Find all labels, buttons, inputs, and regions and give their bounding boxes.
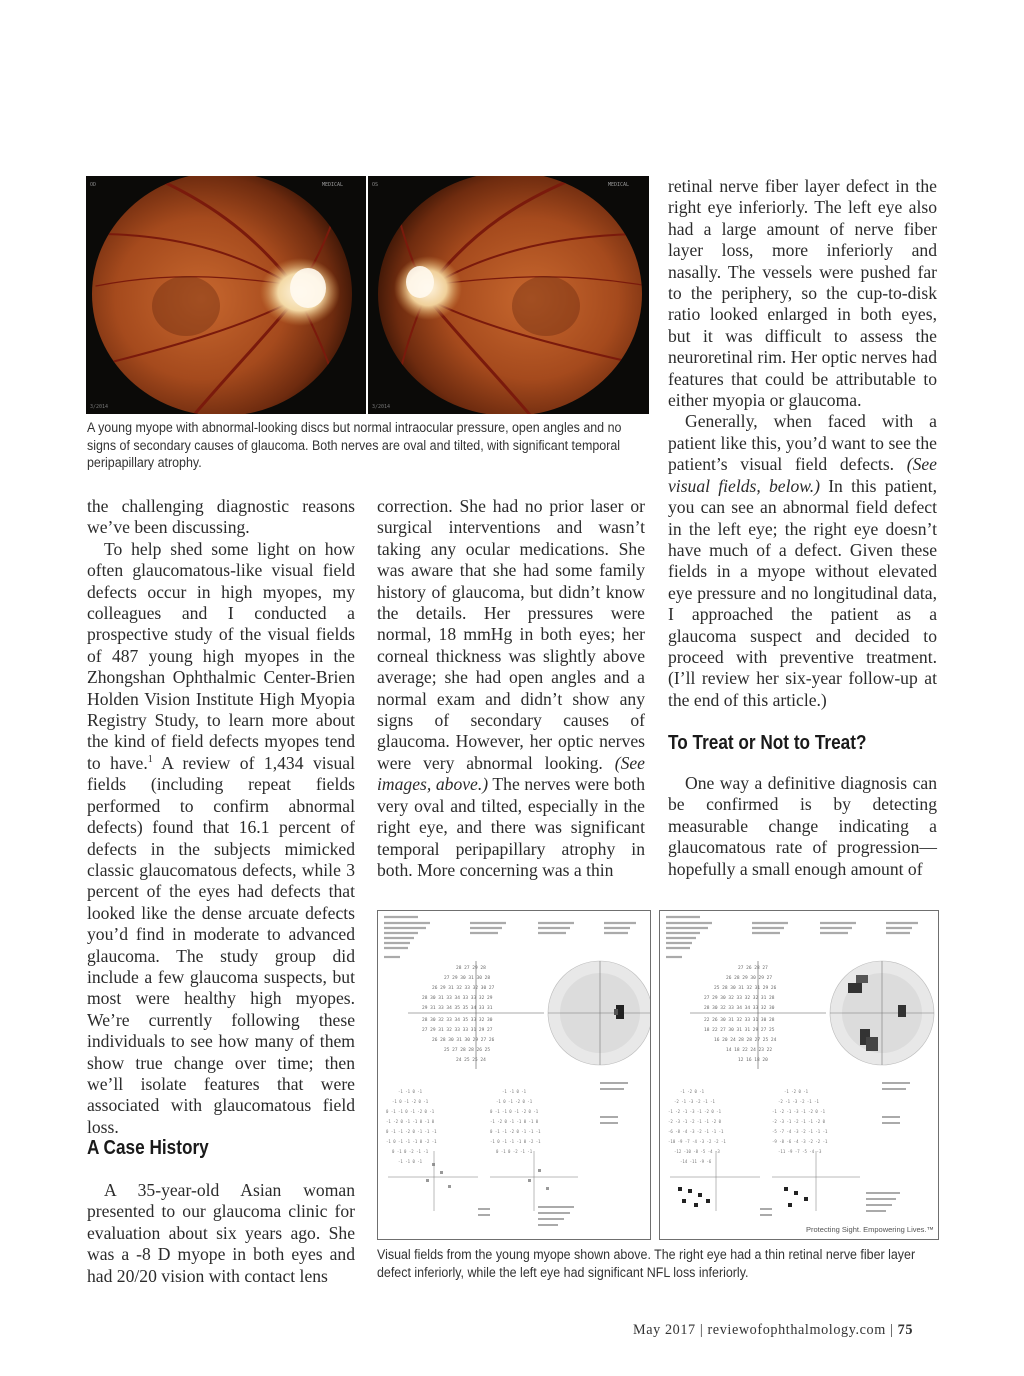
svg-text:26 28 30 31 30 29 27 26: 26 28 30 31 30 29 27 26 — [432, 1038, 495, 1043]
svg-text:0 -1 -1 -2 0 -1 -1 -1: 0 -1 -1 -2 0 -1 -1 -1 — [386, 1129, 437, 1134]
visual-field-chart-left — [660, 911, 938, 1239]
svg-text:-1 -2 0 -1: -1 -2 0 -1 — [680, 1089, 705, 1094]
svg-text:-1 -1 0 -1: -1 -1 0 -1 — [502, 1089, 527, 1094]
svg-text:-1 -2 0 -1 -1 0 -1 0: -1 -2 0 -1 -1 0 -1 0 — [386, 1119, 435, 1124]
reference-superscript: 1 — [147, 754, 153, 766]
col3-see-fields-note: (See visual fields, below.) — [668, 454, 937, 496]
col1-paragraph-2-text-b: A review of 1,434 visual fields (including repeat fields performed to confirm abnormal defects) found that 16.1 percent of defects in the subjects mimicked classic glaucomatous defects, while 3 percent of the eyes had defects that looked like the dense arcuate defects you’d find in moderate to advanced glaucoma. The study group did include a few glaucoma suspects, but most were healthy high myopes. We’re currently following these individuals to see how many of them show true change over time; then we’ll isolate features that were associated with glaucomatous field loss. — [87, 752, 355, 1137]
col1-paragraph-3: A 35-year-old Asian woman presented to our glaucoma clinic for evaluation about six years ago. She was a -8 D myope in both eyes and had 20/20 vision with contact lens — [87, 1180, 355, 1286]
col1-paragraph-1: the challenging diagnostic reasons we’ve been discussing. — [87, 496, 355, 538]
svg-text:24 25 25 24: 24 25 25 24 — [456, 1058, 486, 1063]
svg-text:14 18 22 24 23 22: 14 18 22 24 23 22 — [726, 1048, 773, 1053]
svg-text:-2 -3 -1 -2 -1 -1 -2 0: -2 -3 -1 -2 -1 -1 -2 0 — [772, 1119, 825, 1124]
col3-paragraph-2-text-a: Generally, when faced with a patient like this, you’d want to see the patient’s visual field defects. — [668, 411, 937, 475]
svg-text:-5 -7 -4 -3 -2 -1 -1 -1: -5 -7 -4 -3 -2 -1 -1 -1 — [772, 1129, 828, 1134]
footer-site: reviewofophthalmology.com — [707, 1322, 886, 1338]
col2-paragraph-1 — [377, 496, 645, 881]
svg-text:0 -1 -1 0 -1 -2 0 -1: 0 -1 -1 0 -1 -2 0 -1 — [386, 1109, 435, 1114]
svg-text:27 29 31 32 33 33 31 29 27: 27 29 31 32 33 33 31 29 27 — [422, 1028, 493, 1033]
fundus-photo-left-eye — [368, 176, 649, 414]
svg-text:27 26 28 27: 27 26 28 27 — [738, 966, 768, 971]
col1-paragraph-2 — [87, 539, 355, 1138]
svg-text:26 28 29 30 29 27: 26 28 29 30 29 27 — [726, 976, 773, 981]
page-number: 75 — [897, 1322, 914, 1338]
svg-text:-1 0 -1 -2 0 -1: -1 0 -1 -2 0 -1 — [392, 1099, 429, 1104]
col2-paragraph-1-text-b: The nerves were both very oval and tilted, especially in the right eye, and there was significant temporal peripapillary atrophy in both. More concerning was a thin — [377, 774, 645, 880]
page-footer — [633, 1322, 913, 1339]
svg-text:27 29 30 32 33 32 32 31 28: 27 29 30 32 33 32 32 31 28 — [704, 996, 775, 1001]
svg-text:-12 -10 -8 -5 -4 -3: -12 -10 -8 -5 -4 -3 — [674, 1149, 720, 1154]
column-1 — [87, 496, 355, 1138]
svg-text:OS: OS — [372, 182, 379, 188]
svg-text:-2 -3 -1 -2 -1 -1 -2 0: -2 -3 -1 -2 -1 -1 -2 0 — [668, 1119, 721, 1124]
col3-paragraph-1: retinal nerve fiber layer defect in the right eye inferiorly. The left eye also had a large amount of nerve fiber layer loss, more inferiorly and nasally. The vessels were pushed far to the periphery, so the cup-to-disk ratio looked enlarged in both eyes, but it was difficult to assess the neuroretinal rim. Her optic nerves had features that could be attributable to either myopia or glaucoma. — [668, 176, 937, 411]
svg-text:0 -1 -1 0 -1 -2 0 -1: 0 -1 -1 0 -1 -2 0 -1 — [490, 1109, 539, 1114]
svg-text:-2 -1 -3 -2 -1 -1: -2 -1 -3 -2 -1 -1 — [674, 1099, 715, 1104]
svg-text:-1 -2 -1 -3 -1 -2 0 -1: -1 -2 -1 -3 -1 -2 0 -1 — [772, 1109, 825, 1114]
visual-field-printout-right-eye — [377, 910, 651, 1240]
svg-text:-1 -2 0 -1: -1 -2 0 -1 — [784, 1089, 809, 1094]
figure-tagline: Protecting Sight. Empowering Lives.™ — [806, 1225, 934, 1234]
column-1-bottom — [87, 1180, 355, 1287]
svg-text:MEDICAL: MEDICAL — [608, 182, 630, 188]
svg-text:28 30 32 33 34 34 33 32 30: 28 30 32 33 34 34 33 32 30 — [704, 1006, 775, 1011]
svg-text:-2 -1 -3 -2 -1 -1: -2 -1 -3 -2 -1 -1 — [778, 1099, 819, 1104]
column-3-bottom — [668, 773, 937, 880]
section-heading-treat: To Treat or Not to Treat? — [668, 732, 867, 754]
footer-divider-2: | — [890, 1322, 898, 1338]
svg-text:-11 -9 -7 -5 -4 -3: -11 -9 -7 -5 -4 -3 — [778, 1149, 822, 1154]
svg-text:-1 0 -1 -2 0 -1: -1 0 -1 -2 0 -1 — [496, 1099, 533, 1104]
col3-paragraph-2-text-b: In this patient, you can see an abnormal field defect in the left eye; the right eye doesn’t have much of a defect. Given these fields in a myope without elevated eye pressure and no longitudinal data, I approached the patient as a glaucoma suspect and decided to proceed with preventive treatment. (I’ll review her six-year follow-up at the end of this article.) — [668, 475, 937, 710]
svg-text:-6 -8 -4 -3 -2 -1 -1 -1: -6 -8 -4 -3 -2 -1 -1 -1 — [668, 1129, 724, 1134]
svg-text:29 31 33 34 35 35 34 33 31: 29 31 33 34 35 35 34 33 31 — [422, 1006, 493, 1011]
col1-paragraph-2-text-a: To help shed some light on how often glaucomatous-like visual field defects occur in high myopes, my colleagues and I conducted a prospective study of the visual fields of 487 young high myopes in the Zhongshan Ophthalmic Center-Brien Holden Vision Institute High Myopia Registry Study, to learn more about the kind of field defects myopes tend to have. — [87, 538, 355, 773]
svg-text:OD: OD — [90, 182, 97, 188]
fundus-photo-right-eye — [86, 176, 366, 414]
figure-top-caption: A young myope with abnormal-looking discs but normal intraocular pressure, open angles and no signs of secondary causes of glaucoma. Both nerves are oval and tilted, with significant temporal peripapillary atrophy. — [87, 420, 622, 470]
svg-text:0 -1 0 -2 -1 -1: 0 -1 0 -2 -1 -1 — [392, 1149, 429, 1154]
svg-text:25 27 28 28 26 25: 25 27 28 28 26 25 — [444, 1048, 491, 1053]
col3-paragraph-2 — [668, 411, 937, 711]
col2-see-images-note: (See images, above.) — [377, 752, 645, 795]
svg-text:16 20 24 28 28 27 25 24: 16 20 24 28 28 27 25 24 — [714, 1038, 777, 1043]
svg-text:28 27 29 28: 28 27 29 28 — [456, 966, 486, 971]
svg-text:-1 -2 -1 -3 -1 -2 0 -1: -1 -2 -1 -3 -1 -2 0 -1 — [668, 1109, 721, 1114]
svg-text:-1 0 -1 -1 -1 0 -2 -1: -1 0 -1 -1 -1 0 -2 -1 — [490, 1139, 541, 1144]
section-heading-case-history: A Case History — [87, 1137, 209, 1159]
svg-text:-14 -11 -9 -6: -14 -11 -9 -6 — [680, 1159, 712, 1164]
svg-text:0 -1 0 -2 -1 -1: 0 -1 0 -2 -1 -1 — [496, 1149, 533, 1154]
svg-text:28 30 32 33 34 35 33 32 30: 28 30 32 33 34 35 33 32 30 — [422, 1018, 493, 1023]
visual-field-printout-left-eye — [659, 910, 939, 1240]
visual-field-chart-right — [378, 911, 650, 1239]
svg-text:27 29 30 31 30 28: 27 29 30 31 30 28 — [444, 976, 491, 981]
col2-paragraph-1-text-a: correction. She had no prior laser or surgical interventions and wasn’t taking any ocular medications. She was aware that she had some family history of glaucoma, but didn’t know the details. Her pressures were normal, 18 mmHg in both eyes; her corneal thickness was slightly above average; she had open angles and a normal exam and didn’t show any signs of secondary causes of glaucoma. However, her optic nerves were very abnormal looking. — [377, 496, 645, 773]
figure-bottom-caption: Visual fields from the young myope shown above. The right eye had a thin retinal nerve fiber layer defect inferiorly, while the left eye had significant NFL loss inferiorly. — [377, 1247, 916, 1280]
svg-text:12 16 18 20: 12 16 18 20 — [738, 1058, 768, 1063]
svg-text:3/2014: 3/2014 — [372, 404, 391, 410]
svg-text:22 26 30 31 32 33 31 30 28: 22 26 30 31 32 33 31 30 28 — [704, 1018, 775, 1023]
column-2 — [377, 496, 645, 881]
svg-text:-9 -8 -6 -4 -3 -2 -2 -1: -9 -8 -6 -4 -3 -2 -2 -1 — [772, 1139, 828, 1144]
column-3 — [668, 176, 937, 711]
svg-text:25 28 30 31 32 31 29 26: 25 28 30 31 32 31 29 26 — [714, 986, 777, 991]
svg-text:-10 -9 -7 -4 -3 -2 -2 -1: -10 -9 -7 -4 -3 -2 -2 -1 — [668, 1139, 726, 1144]
footer-divider-1: | — [699, 1322, 708, 1338]
svg-text:26 29 31 32 33 32 30 27: 26 29 31 32 33 32 30 27 — [432, 986, 495, 991]
svg-text:18 22 27 30 31 31 29 27 25: 18 22 27 30 31 31 29 27 25 — [704, 1028, 775, 1033]
svg-text:-1 0 -1 -1 -1 0 -2 -1: -1 0 -1 -1 -1 0 -2 -1 — [386, 1139, 437, 1144]
col3-paragraph-3: One way a definitive diagnosis can be confirmed is by detecting measurable change indicating a glaucomatous rate of progression—hopefully a small enough amount of — [668, 773, 937, 879]
svg-text:-1 -2 0 -1 -1 0 -1 0: -1 -2 0 -1 -1 0 -1 0 — [490, 1119, 539, 1124]
svg-text:28 30 31 33 34 33 33 32 29: 28 30 31 33 34 33 33 32 29 — [422, 996, 493, 1001]
svg-text:MEDICAL: MEDICAL — [322, 182, 344, 188]
svg-text:0 -1 -1 -2 0 -1 -1 -1: 0 -1 -1 -2 0 -1 -1 -1 — [490, 1129, 541, 1134]
svg-text:-1 -1 0 -1: -1 -1 0 -1 — [398, 1159, 423, 1164]
footer-date: May 2017 — [633, 1322, 696, 1338]
svg-text:-1 -1 0 -1: -1 -1 0 -1 — [398, 1089, 423, 1094]
svg-text:3/2014: 3/2014 — [90, 404, 109, 410]
